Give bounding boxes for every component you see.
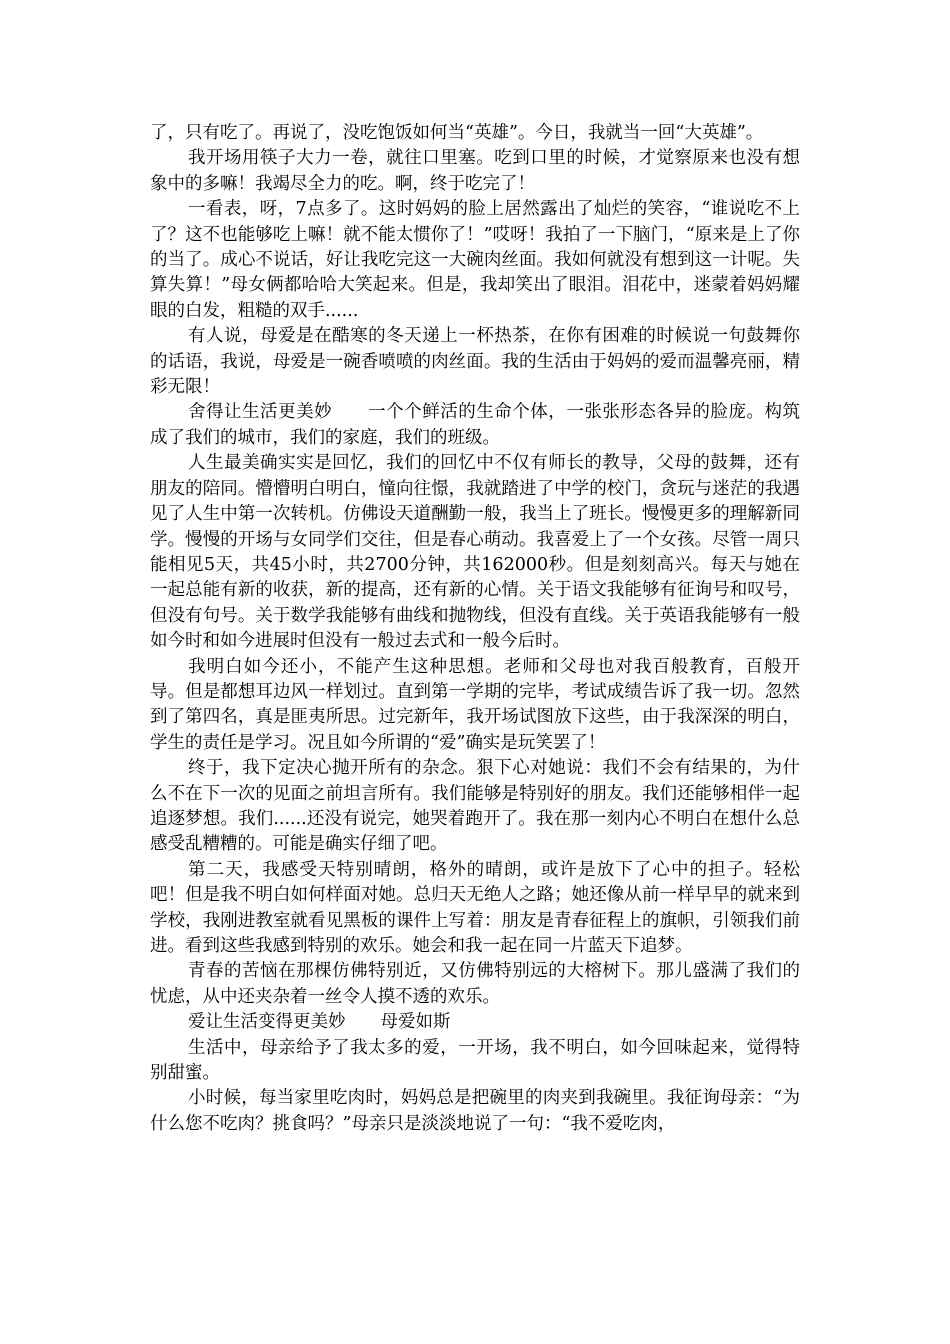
paragraph: 小时候，每当家里吃肉时，妈妈总是把碗里的肉夹到我碗里。我征询母亲：“为什么您不吃肉？挑食吗？”母亲只是淡淡地说了一句：“我不爱吃肉，	[150, 1088, 800, 1134]
paragraph: 我明白如今还小，不能产生这种思想。老师和父母也对我百般教育，百般开导。但是都想耳边风一样划过。直到第一学期的完毕，考试成绩告诉了我一切。忽然到了第四名，真是匪夷所思。过完新年，我开场试图放下这些，由于我深深的明白，学生的责任是学习。况且如今所谓的“爱”确实是玩笑罢了！	[150, 656, 800, 753]
paragraph: 了，只有吃了。再说了，没吃饱饭如何当“英雄”。今日，我就当一回“大英雄”。	[150, 123, 764, 143]
paragraph: 我开场用筷子大力一卷，就往口里塞。吃到口里的时候，才觉察原来也没有想象中的多嘛！我竭尽全力的吃。啊，终于吃完了！	[150, 148, 800, 194]
paragraph: 人生最美确实实是回忆，我们的回忆中不仅有师长的教导，父母的鼓舞，还有朋友的陪同。懵懵明白明白，憧向往憬，我就踏进了中学的校门，贪玩与迷茫的我遇见了人生中第一次转机。仿佛设天道酬勤一般，我当上了班长。慢慢更多的理解新同学。慢慢的开场与女同学们交往，但是春心萌动。我喜爱上了一个女孩。尽管一周只能相见5天，共45小时，共2700分钟，共162000秒。但是刻刻高兴。每天与她在一起总能有新的收获，新的提高，还有新的心情。关于语文我能够有征询号和叹号，但没有句号。关于数学我能够有曲线和抛物线，但没有直线。关于英语我能够有一般如今时和如今进展时但没有一般过去式和一般今后时。	[150, 453, 800, 652]
paragraph: 一看表，呀，7点多了。这时妈妈的脸上居然露出了灿烂的笑容，“谁说吃不上了？这不也能够吃上嘛！就不能太惯你了！”哎呀！我拍了一下脑门，“原来是上了你的当了。成心不说话，好让我吃完这一大碗肉丝面。我如何就没有想到这一计呢。失算失算！”母女俩都哈哈大笑起来。但是，我却笑出了眼泪。泪花中，迷蒙着妈妈耀眼的白发，粗糙的双手......	[150, 199, 800, 321]
paragraph: 第二天，我感受天特别晴朗，格外的晴朗，或许是放下了心中的担子。轻松吧！但是我不明白如何样面对她。总归天无绝人之路；她还像从前一样早早的就来到学校，我刚进教室就看见黑板的课件上写着：朋友是青春征程上的旗帜，引领我们前进。看到这些我感到特别的欢乐。她会和我一起在同一片蓝天下追梦。	[150, 859, 800, 956]
paragraph: 青春的苦恼在那棵仿佛特别近，又仿佛特别远的大榕树下。那儿盛满了我们的忧虑，从中还夹杂着一丝令人摸不透的欢乐。	[150, 961, 800, 1007]
section-heading-paragraph: 舍得让生活更美妙 一个个鲜活的生命个体，一张张形态各异的脸庞。构筑成了我们的城市，我们的家庭，我们的班级。	[150, 402, 800, 448]
paragraph: 生活中，母亲给予了我太多的爱，一开场，我不明白，如今回味起来，觉得特别甜蜜。	[150, 1037, 800, 1084]
paragraph: 有人说，母爱是在酷寒的冬天递上一杯热茶，在你有困难的时候说一句鼓舞你的话语，我说，母爱是一碗香喷喷的肉丝面。我的生活由于妈妈的爱而温馨亮丽，精彩无限！	[150, 326, 800, 398]
section-heading: 爱让生活变得更美妙 母爱如斯	[188, 1012, 451, 1033]
document-body	[150, 121, 800, 1137]
paragraph: 终于，我下定决心抛开所有的杂念。狠下心对她说：我们不会有结果的，为什么不在下一次的见面之前坦言所有。我们能够是特别好的朋友。我们还能够相伴一起追逐梦想。我们......还没有说完，她哭着跑开了。我在那一刻内心不明白在想什么总感受乱糟糟的。可能是确实仔细了吧。	[150, 758, 800, 855]
